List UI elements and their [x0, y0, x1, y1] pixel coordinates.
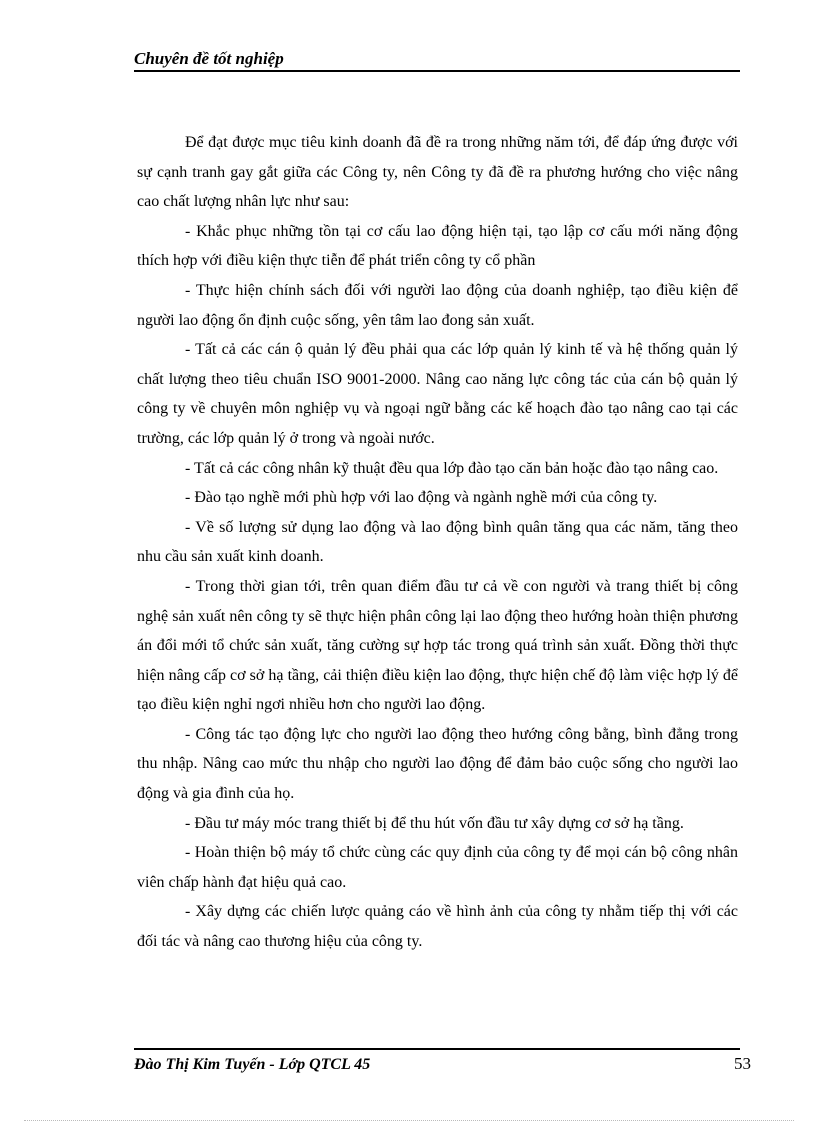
paragraph: Để đạt được mục tiêu kinh doanh đã đề ra trong những năm tới, để đáp ứng được với sự cạnh tranh gay gắt giữa các Công ty, nên Công ty đã đề ra phương hướng cho việc nâng cao chất lượng nhân lực như sau: [137, 134, 738, 211]
paragraph: - Hoàn thiện bộ máy tổ chức cùng các quy định của công ty để mọi cán bộ công nhân viên chấp hành đạt hiệu quả cao. [137, 844, 738, 891]
header-divider [134, 70, 740, 72]
paragraph: - Đào tạo nghề mới phù hợp với lao động và ngành nghề mới của công ty. [185, 489, 658, 507]
paragraph: - Tất cả các cán ộ quản lý đều phải qua các lớp quản lý kinh tế và hệ thống quản lý chất lượng theo tiêu chuẩn ISO 9001-2000. Nâng cao năng lực công tác của cán bộ quản lý công ty về chuyên môn nghiệp vụ và ngoại ngữ bằng các kế hoạch đào tạo nâng cao tại các trường, các lớp quản lý ở trong và ngoài nước. [137, 341, 738, 447]
paragraph: - Đầu tư máy móc trang thiết bị để thu hút vốn đầu tư xây dựng cơ sở hạ tầng. [185, 814, 684, 832]
paragraph: - Tất cả các công nhân kỹ thuật đều qua lớp đào tạo căn bản hoặc đào tạo nâng cao. [185, 459, 719, 477]
paragraph: - Về số lượng sử dụng lao động và lao động bình quân tăng qua các năm, tăng theo nhu cầu sản xuất kinh doanh. [137, 518, 738, 566]
paragraph: - Xây dựng các chiến lược quảng cáo về hình ảnh của công ty nhằm tiếp thị với các đối tác và nâng cao thương hiệu của công ty. [137, 903, 738, 951]
footer-author: Đào Thị Kim Tuyến - Lớp QTCL 45 [134, 1056, 371, 1073]
paragraph: - Thực hiện chính sách đối với người lao động của doanh nghiệp, tạo điều kiện để người lao động ổn định cuộc sống, yên tâm lao đong sản xuất. [137, 281, 738, 329]
page-header-title: Chuyên đề tốt nghiệp [134, 49, 284, 68]
document-body [137, 128, 738, 957]
footer-divider [134, 1048, 740, 1050]
paragraph: - Khắc phục những tồn tại cơ cấu lao động hiện tại, tạo lập cơ cấu mới năng động thích hợp với điều kiện thực tiễn để phát triển công ty cổ phần [137, 222, 738, 270]
paragraph: - Công tác tạo động lực cho người lao động theo hướng công bằng, bình đẳng trong thu nhập. Nâng cao mức thu nhập cho người lao động để đảm bảo cuộc sống cho người lao động và gia đình của họ. [137, 725, 738, 803]
page-bottom-border [24, 1120, 794, 1121]
page-number: 53 [734, 1054, 751, 1073]
paragraph: - Trong thời gian tới, trên quan điểm đầu tư cả về con người và trang thiết bị công nghệ sản xuất nên công ty sẽ thực hiện phân công lại lao động theo hướng hoàn thiện phương án đổi mới tổ chức sản xuất, tăng cường sự hợp tác trong quá trình sản xuất. Đồng thời thực hiện nâng cấp cơ sở hạ tầng, cải thiện điều kiện lao động, thực hiện chế độ làm việc hợp lý để tạo điều kiện nghỉ ngơi nhiều hơn cho người lao động. [137, 577, 738, 714]
